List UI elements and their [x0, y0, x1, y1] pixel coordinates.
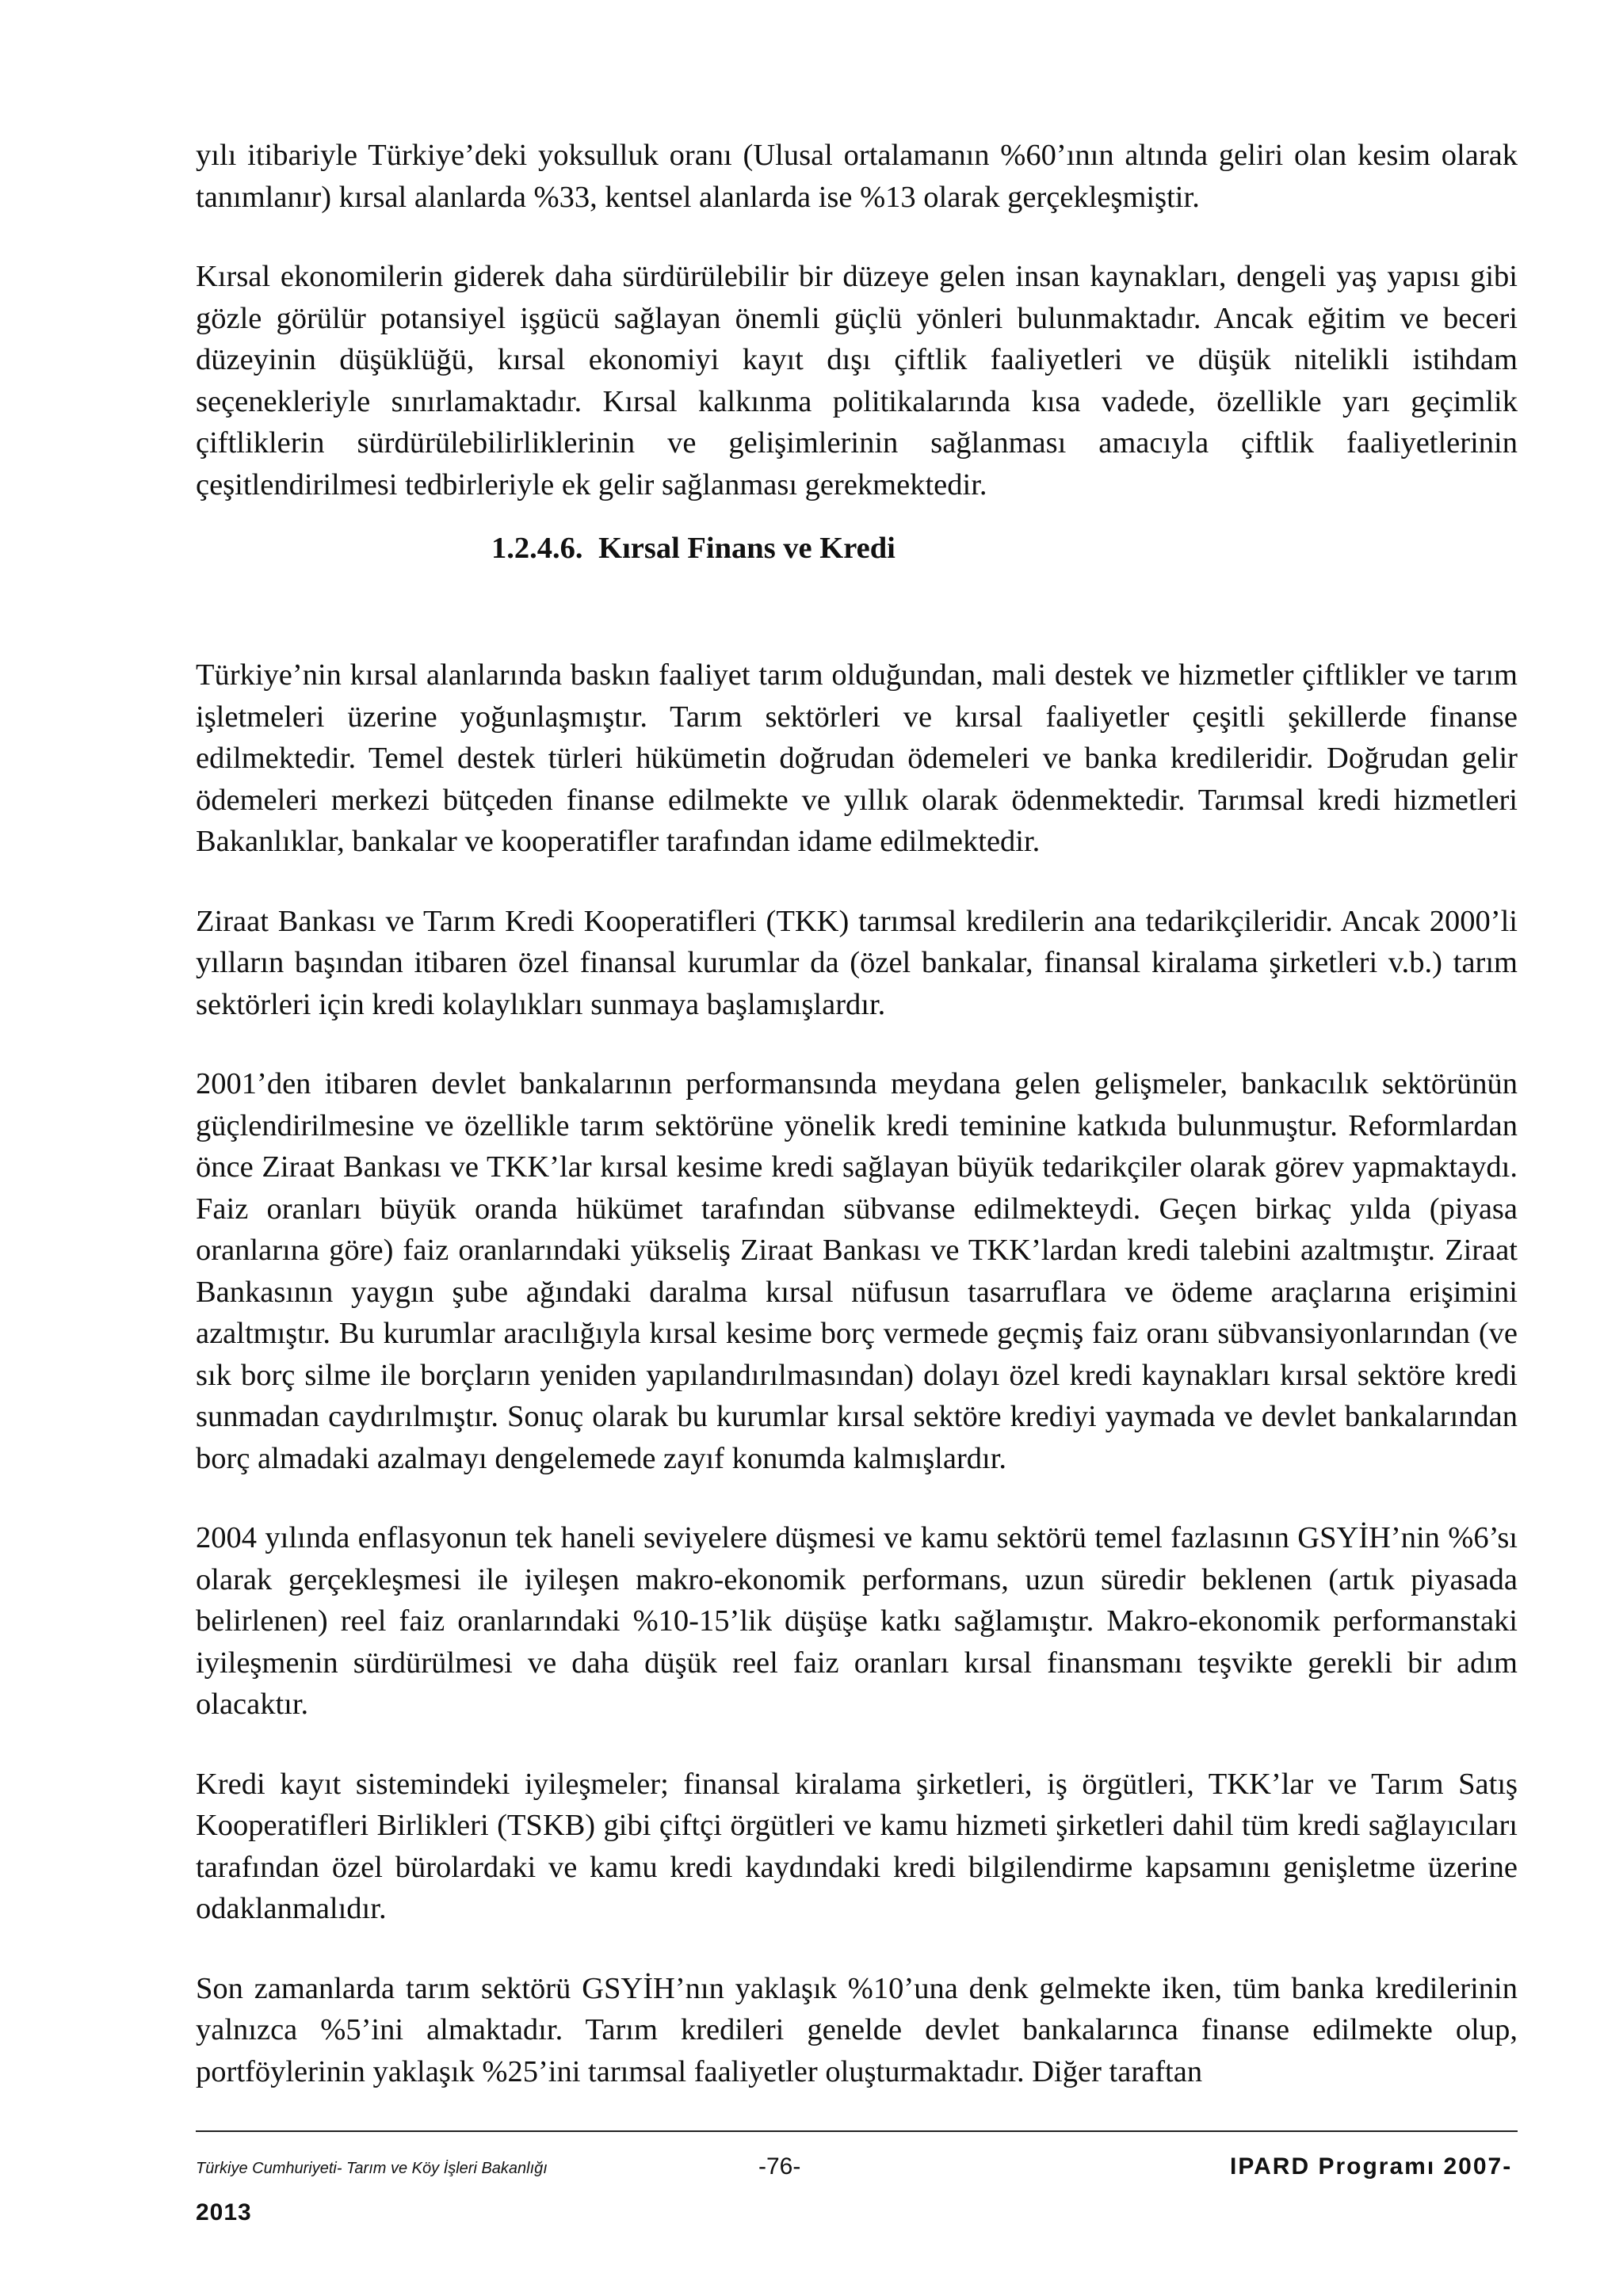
footer-ministry: Türkiye Cumhuriyeti- Tarım ve Köy İşleri Bakanlığı	[196, 2160, 548, 2177]
footer-program-year: 2013	[196, 2199, 252, 2225]
paragraph-credit-registry: Kredi kayıt sistemindeki iyileşmeler; finansal kiralama şirketleri, iş örgütleri, TKK’lar ve Tarım Satış Kooperatifleri Birlikleri (TSKB) gibi çiftçi örgütleri ve kamu hizmeti şirketleri dahil tüm kredi sağlayıcıları tarafından özel bürolardaki ve kamu kredi kaydındaki kredi bilgilendirme kapsamını genişletme üzerine odaklanmalıdır.	[196, 1767, 1518, 1925]
paragraph-credit-suppliers: Ziraat Bankası ve Tarım Kredi Kooperatifleri (TKK) tarımsal kredilerin ana tedarikçileridir. Ancak 2000’li yılların başından itibaren özel finansal kurumlar da (özel bankalar, finansal kiralama şirketleri v.b.) tarım sektörleri için kredi kolaylıkları sunmaya başlamışlardır.	[196, 904, 1518, 1021]
section-title: Kırsal Finans ve Kredi	[598, 532, 896, 565]
paragraph-inflation-2004: 2004 yılında enflasyonun tek haneli seviyelere düşmesi ve kamu sektörü temel fazlasının GSYİH’nin %6’sı olarak gerçekleşmesi ile iyileşen makro-ekonomik performans, uzun süredir beklenen (artık piyasada belirlenen) reel faiz oranlarındaki %10-15’lik düşüşe katkı sağlamıştır. Makro-ekonomik performanstaki iyileşmenin sürdürülmesi ve daha düşük reel faiz oranları kırsal finansmanı teşvikte gerekli bir adım olacaktır.	[196, 1521, 1518, 1721]
footer-program-title: IPARD Programı 2007-	[1230, 2153, 1513, 2180]
paragraph-agri-share-of-credit: Son zamanlarda tarım sektörü GSYİH’nın yaklaşık %10’una denk gelmekte iken, tüm banka kredilerinin yalnızca %5’ini almaktadır. Tarım kredileri genelde devlet bankalarınca finanse edilmekte olup, portföylerinin yaklaşık %25’ini tarımsal faaliyetler oluşturmaktadır. Diğer taraftan	[196, 1971, 1518, 2088]
paragraph-rural-finance-overview: Türkiye’nin kırsal alanlarında baskın faaliyet tarım olduğundan, mali destek ve hizmetler çiftlikler ve tarım işletmeleri üzerine yoğunlaşmıştır. Tarım sektörleri ve kırsal faaliyetler çeşitli şekillerde finanse edilmektedir. Temel destek türleri hükümetin doğrudan ödemeleri ve banka kredileridir. Doğrudan gelir ödemeleri merkezi bütçeden finanse edilmekte ve yıllık olarak ödenmektedir. Tarımsal kredi hizmetleri Bakanlıklar, bankalar ve kooperatifler tarafından idame edilmektedir.	[196, 658, 1518, 858]
footer-page-number: -76-	[758, 2153, 801, 2180]
document-body	[196, 135, 1518, 2092]
section-number: 1.2.4.6.	[491, 532, 583, 565]
paragraph-poverty-rate: yılı itibariyle Türkiye’deki yoksulluk oranı (Ulusal ortalamanın %60’ının altında geliri olan kesim olarak tanımlanır) kırsal alanlarda %33, kentsel alanlarda ise %13 olarak gerçekleşmiştir.	[196, 139, 1518, 214]
section-heading	[491, 505, 1518, 654]
footer-divider	[196, 2130, 1518, 2132]
paragraph-rural-economies: Kırsal ekonomilerin giderek daha sürdürülebilir bir düzeye gelen insan kaynakları, dengeli yaş yapısı gibi gözle görülür potansiyel işgücü sağlayan önemli güçlü yönleri bulunmaktadır. Ancak eğitim ve beceri düzeyinin düşüklüğü, kırsal ekonomiyi kayıt dışı çiftlik faaliyetleri ve düşük nitelikli istihdam seçenekleriyle sınırlamaktadır. Kırsal kalkınma politikalarında kısa vadede, özellikle yarı geçimlik çiftliklerin sürdürülebilirliklerinin ve gelişimlerinin sağlanması amacıyla çiftlik faaliyetlerinin çeşitlendirilmesi tedbirleriyle ek gelir sağlanması gerekmektedir.	[196, 260, 1518, 502]
paragraph-state-banks-performance: 2001’den itibaren devlet bankalarının performansında meydana gelen gelişmeler, bankacılık sektörünün güçlendirilmesine ve özellikle tarım sektörüne yönelik kredi teminine katkıda bulunmuştur. Reformlardan önce Ziraat Bankası ve TKK’lar kırsal kesime kredi sağlayan büyük tedarikçiler olarak görev yapmaktaydı. Faiz oranları büyük oranda hükümet tarafından sübvanse edilmekteydi. Geçen birkaç yılda (piyasa oranlarına göre) faiz oranlarındaki yükseliş Ziraat Bankası ve TKK’lardan kredi talebini azaltmıştır. Ziraat Bankasının yaygın şube ağındaki daralma kırsal nüfusun tasarruflara ve ödeme araçlarına erişimini azaltmıştır. Bu kurumlar aracılığıyla kırsal kesime borç vermede geçmiş faiz oranı sübvansiyonlarından (ve sık borç silme ile borçların yeniden yapılandırılmasından) dolayı özel kredi kaynakları kırsal sektöre kredi sunmadan caydırılmıştır. Sonuç olarak bu kurumlar kırsal sektöre krediyi yaymada ve devlet bankalarından borç almadaki azalmayı dengelemede zayıf konumda kalmışlardır.	[196, 1067, 1518, 1475]
